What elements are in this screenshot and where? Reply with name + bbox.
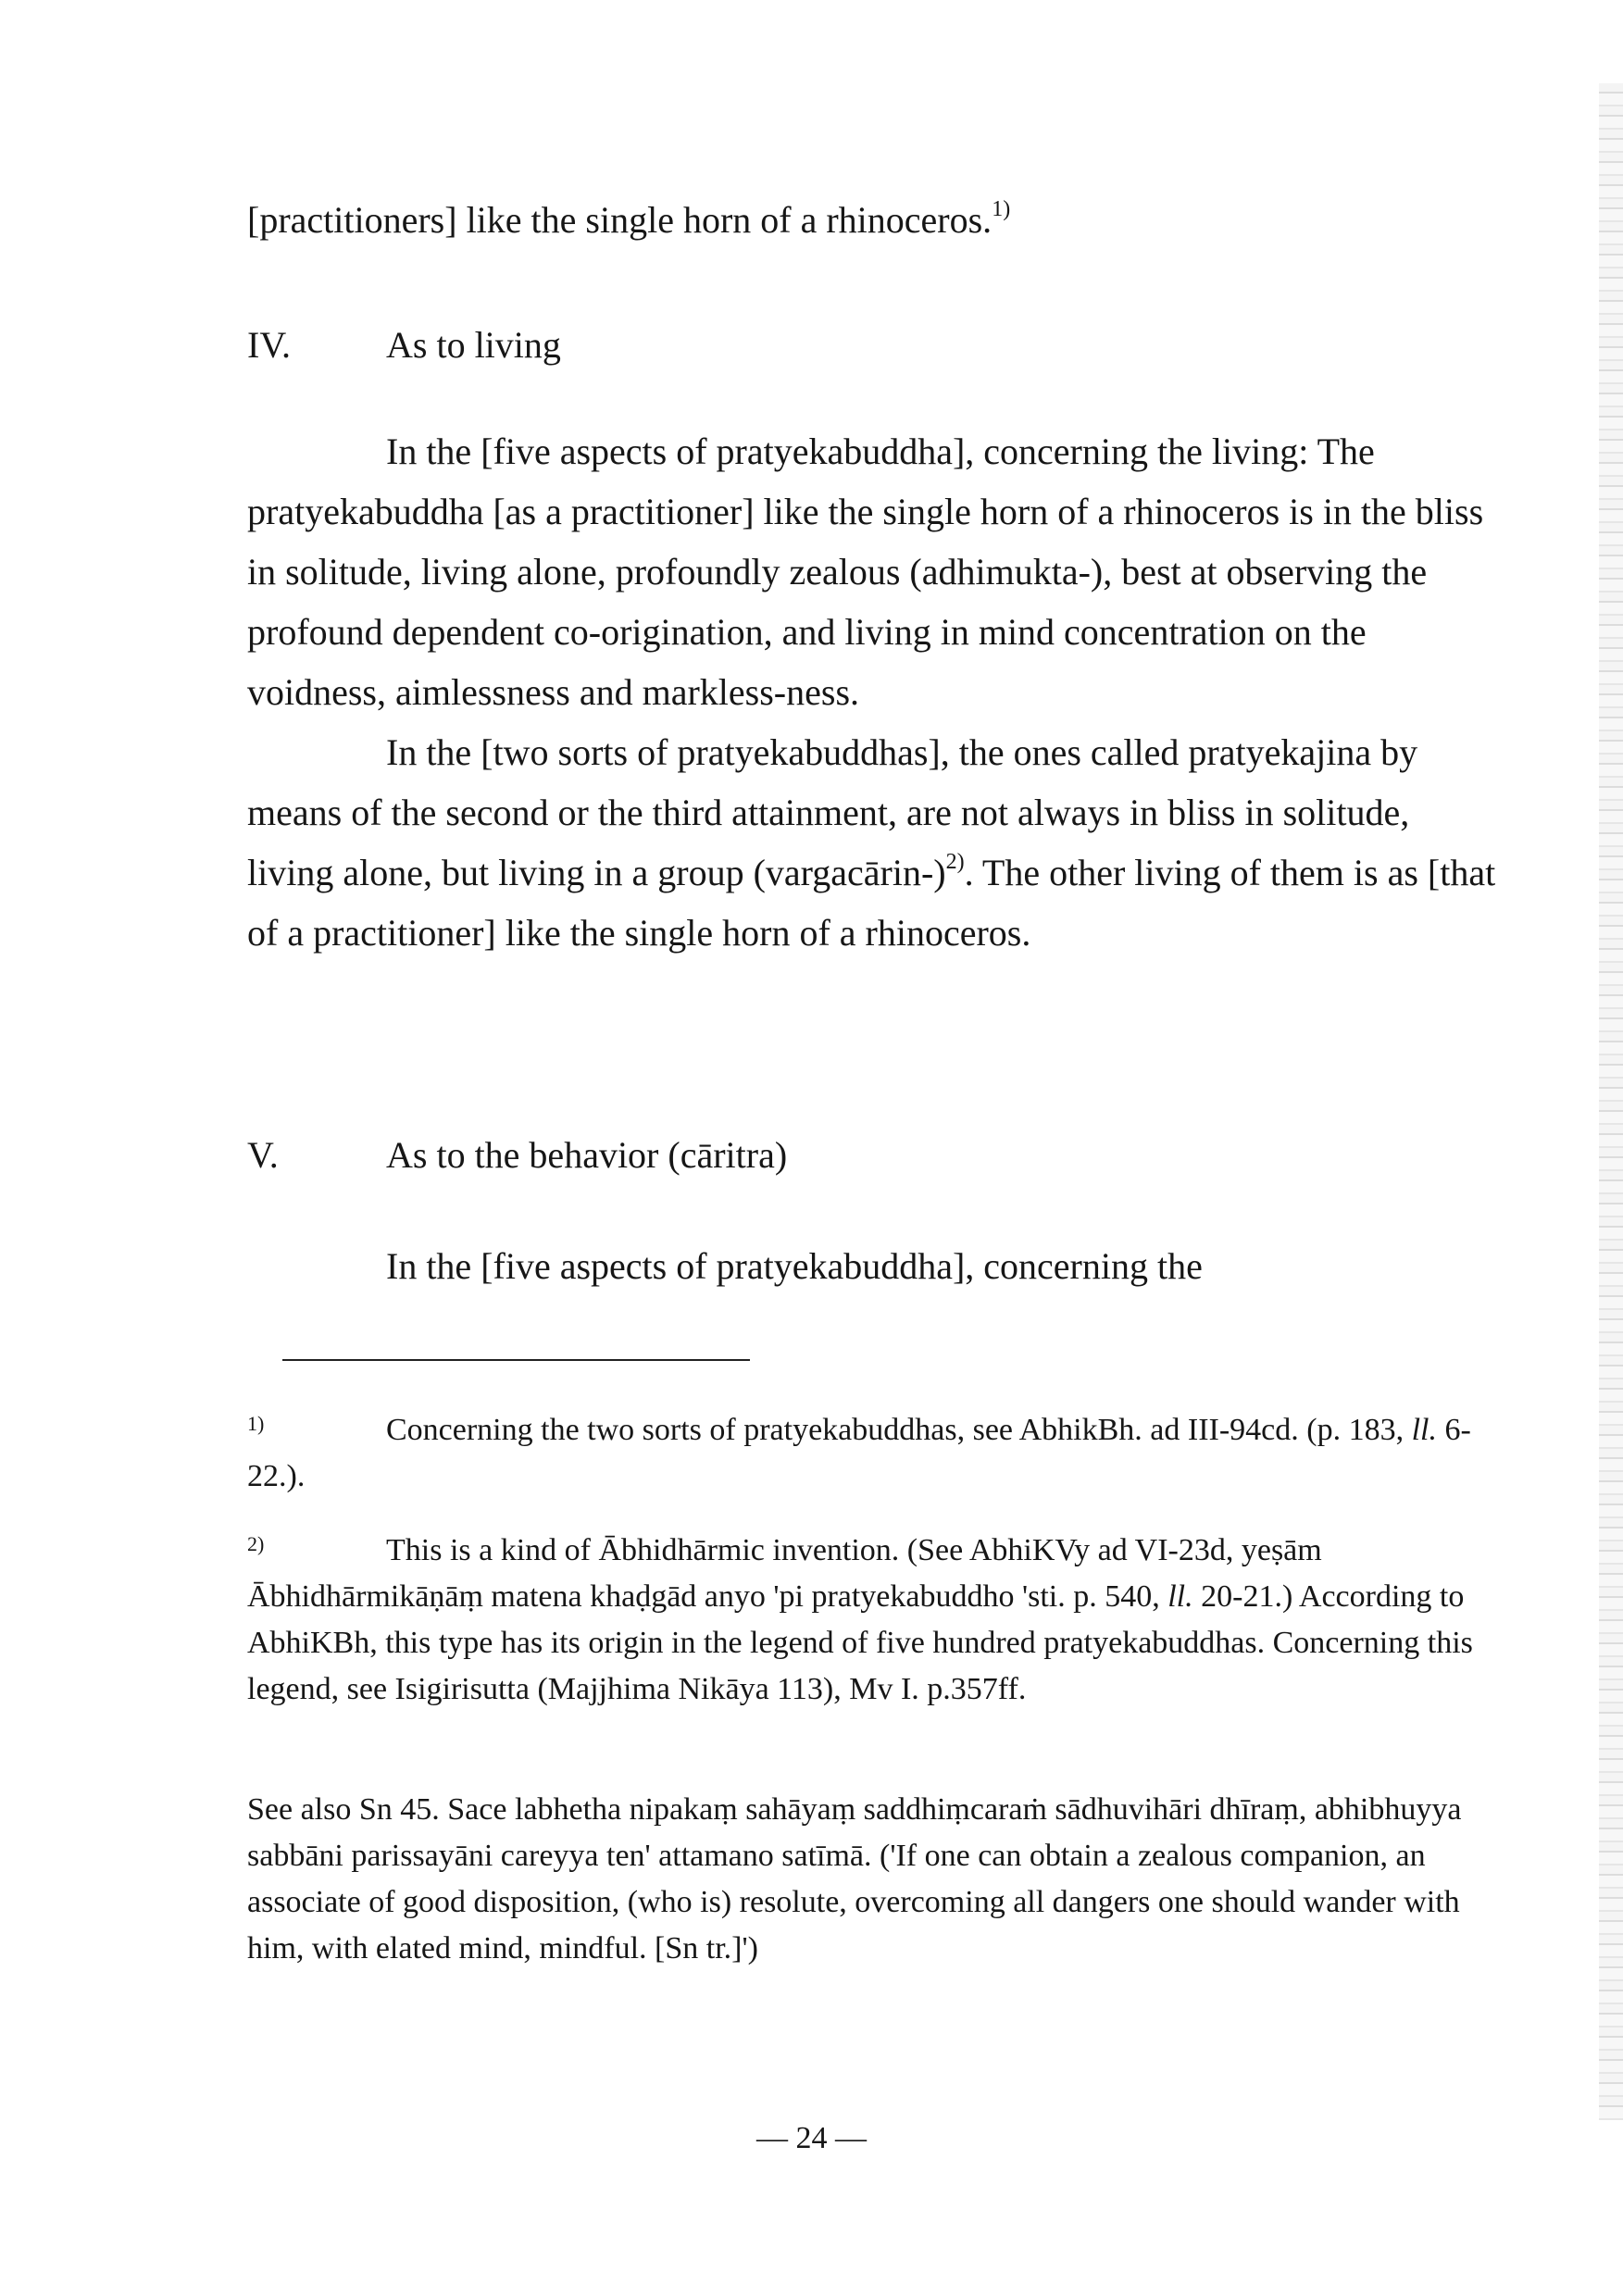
page-number: — 24 — bbox=[756, 2121, 867, 2155]
paragraph: In the [five aspects of pratyekabuddha], concerning the bbox=[386, 1245, 1203, 1287]
footnote-1: 1) Concerning the two sorts of pratyekabuddhas, see AbhikBh. ad III-94cd. (p. 183, ll. 6-22.). bbox=[247, 1412, 1471, 1493]
section-v-body bbox=[247, 1236, 1497, 1296]
note-ref-2: 2) bbox=[945, 850, 965, 874]
paragraph: In the [two sorts of pratyekabuddhas], the ones called pratyekajina by means of the second or the third attainment, are not always in bliss in solitude, living alone, but living in a group (vargacārin-)$^{2)}$. The other living of them is as [that of a practitioner] like the single horn of a rhinoceros. bbox=[247, 731, 1496, 954]
section-title: As to the behavior (cāritra) bbox=[386, 1134, 788, 1176]
footnote-2: 2) This is a kind of Ābhidhārmic invention. (See AbhiKVy ad VI-23d, yeṣām Ābhidhārmikāṇāṃ matena khaḍgād anyo 'pi pratyekabuddho 'sti. p. 540, ll. 20-21.) According to AbhiKBh, this type has its origin in the legend of five hundred pratyekabuddhas. Concerning this legend, see Isigirisutta (Majjhima Nikāya 113), Mv I. p.357ff. bbox=[247, 1532, 1473, 1706]
footnote-separator bbox=[282, 1359, 750, 1361]
paragraph: In the [five aspects of pratyekabuddha], concerning the living: The pratyekabuddha [as a practitioner] like the single horn of a rhinoceros is in the bliss in solitude, living alone, profoundly zealous (adhimukta-), best at observing the profound dependent co-origination, and living in mind concentration on the voidness, aimlessness and markless-ness. bbox=[247, 430, 1484, 713]
section-title: As to living bbox=[386, 324, 561, 366]
footnote-2-continuation: See also Sn 45. Sace labhetha nipakaṃ sahāyaṃ saddhiṃcaraṁ sādhuvihāri dhīraṃ, abhibhuyya sabbāni parissayāni careyya ten' attamano satīmā. ('If one can obtain a zealous companion, an associate of good disposition, (who is) resolute, overcoming all dangers one should wander with him, with elated mind, mindful. [Sn tr.]') bbox=[247, 1792, 1462, 1965]
continuation-line bbox=[247, 190, 1497, 250]
section-v-heading bbox=[247, 1125, 1497, 1185]
scan-edge-shadow bbox=[1599, 83, 1623, 2120]
note-ref-1: 1) bbox=[992, 197, 1011, 221]
section-number: IV. bbox=[247, 324, 292, 366]
section-number: V. bbox=[247, 1134, 279, 1176]
continuation-text: [practitioners] like the single horn of a rhinoceros. bbox=[247, 199, 993, 241]
section-iv-heading bbox=[247, 315, 1497, 375]
section-iv-body bbox=[247, 421, 1497, 963]
